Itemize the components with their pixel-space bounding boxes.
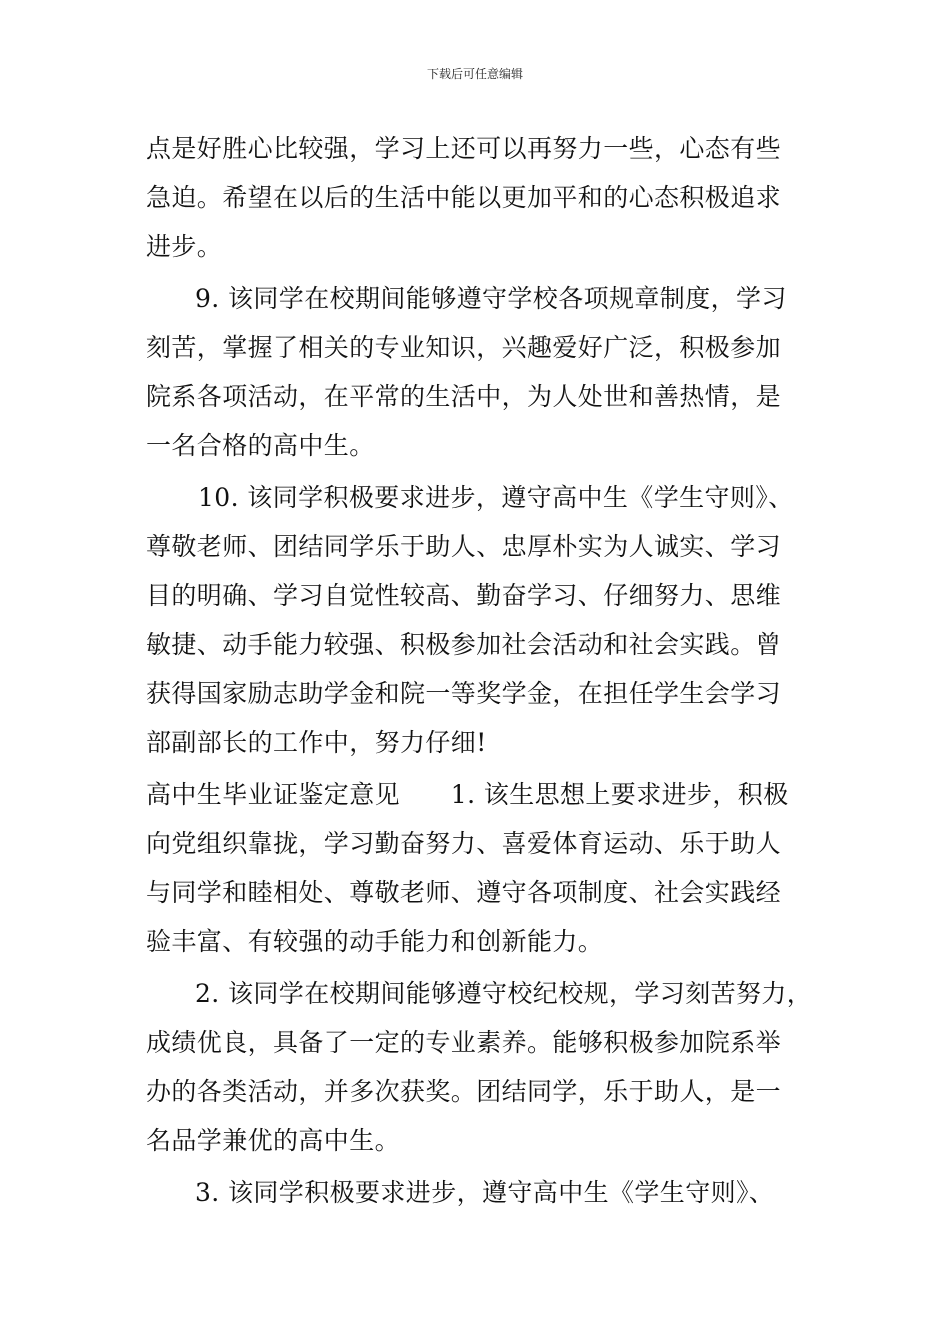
body-line: 向党组织靠拢，学习勤奋努力、喜爱体育运动、乐于助人	[146, 829, 782, 858]
section-heading-line: 高中生毕业证鉴定意见 1. 该生思想上要求进步，积极	[146, 780, 789, 809]
body-line: 获得国家励志助学金和院一等奖学金，在担任学生会学习	[146, 679, 782, 708]
body-line: 进步。	[146, 232, 223, 261]
body-line: 与同学和睦相处、尊敬老师、遵守各项制度、社会实践经	[146, 878, 782, 907]
body-line: 刻苦，掌握了相关的专业知识，兴趣爱好广泛，积极参加	[146, 333, 782, 362]
body-line: 敏捷、动手能力较强、积极参加社会活动和社会实践。曾	[146, 630, 782, 659]
body-line: 3. 该同学积极要求进步，遵守高中生《学生守则》、	[195, 1178, 775, 1207]
body-line: 院系各项活动，在平常的生活中，为人处世和善热情，是	[146, 382, 782, 411]
body-line: 验丰富、有较强的动手能力和创新能力。	[146, 927, 604, 956]
body-line: 9. 该同学在校期间能够遵守学校各项规章制度，学习	[195, 284, 787, 313]
body-line: 部副部长的工作中，努力仔细!	[146, 728, 487, 757]
body-line: 点是好胜心比较强，学习上还可以再努力一些，心态有些	[146, 134, 782, 163]
body-line: 一名合格的高中生。	[146, 431, 375, 460]
body-line: 10. 该同学积极要求进步，遵守高中生《学生守则》、	[198, 483, 794, 512]
body-line: 名品学兼优的高中生。	[146, 1126, 401, 1155]
body-line: 办的各类活动，并多次获奖。团结同学，乐于助人，是一	[146, 1077, 782, 1106]
body-line: 2. 该同学在校期间能够遵守校纪校规，学习刻苦努力，	[195, 979, 813, 1008]
body-line: 成绩优良，具备了一定的专业素养。能够积极参加院系举	[146, 1028, 782, 1057]
body-line: 急迫。希望在以后的生活中能以更加平和的心态积极追求	[146, 183, 782, 212]
body-line: 目的明确、学习自觉性较高、勤奋学习、仔细努力、思维	[146, 581, 782, 610]
page-header-note: 下载后可任意编辑	[426, 67, 523, 81]
body-line: 尊敬老师、团结同学乐于助人、忠厚朴实为人诚实、学习	[146, 532, 782, 561]
